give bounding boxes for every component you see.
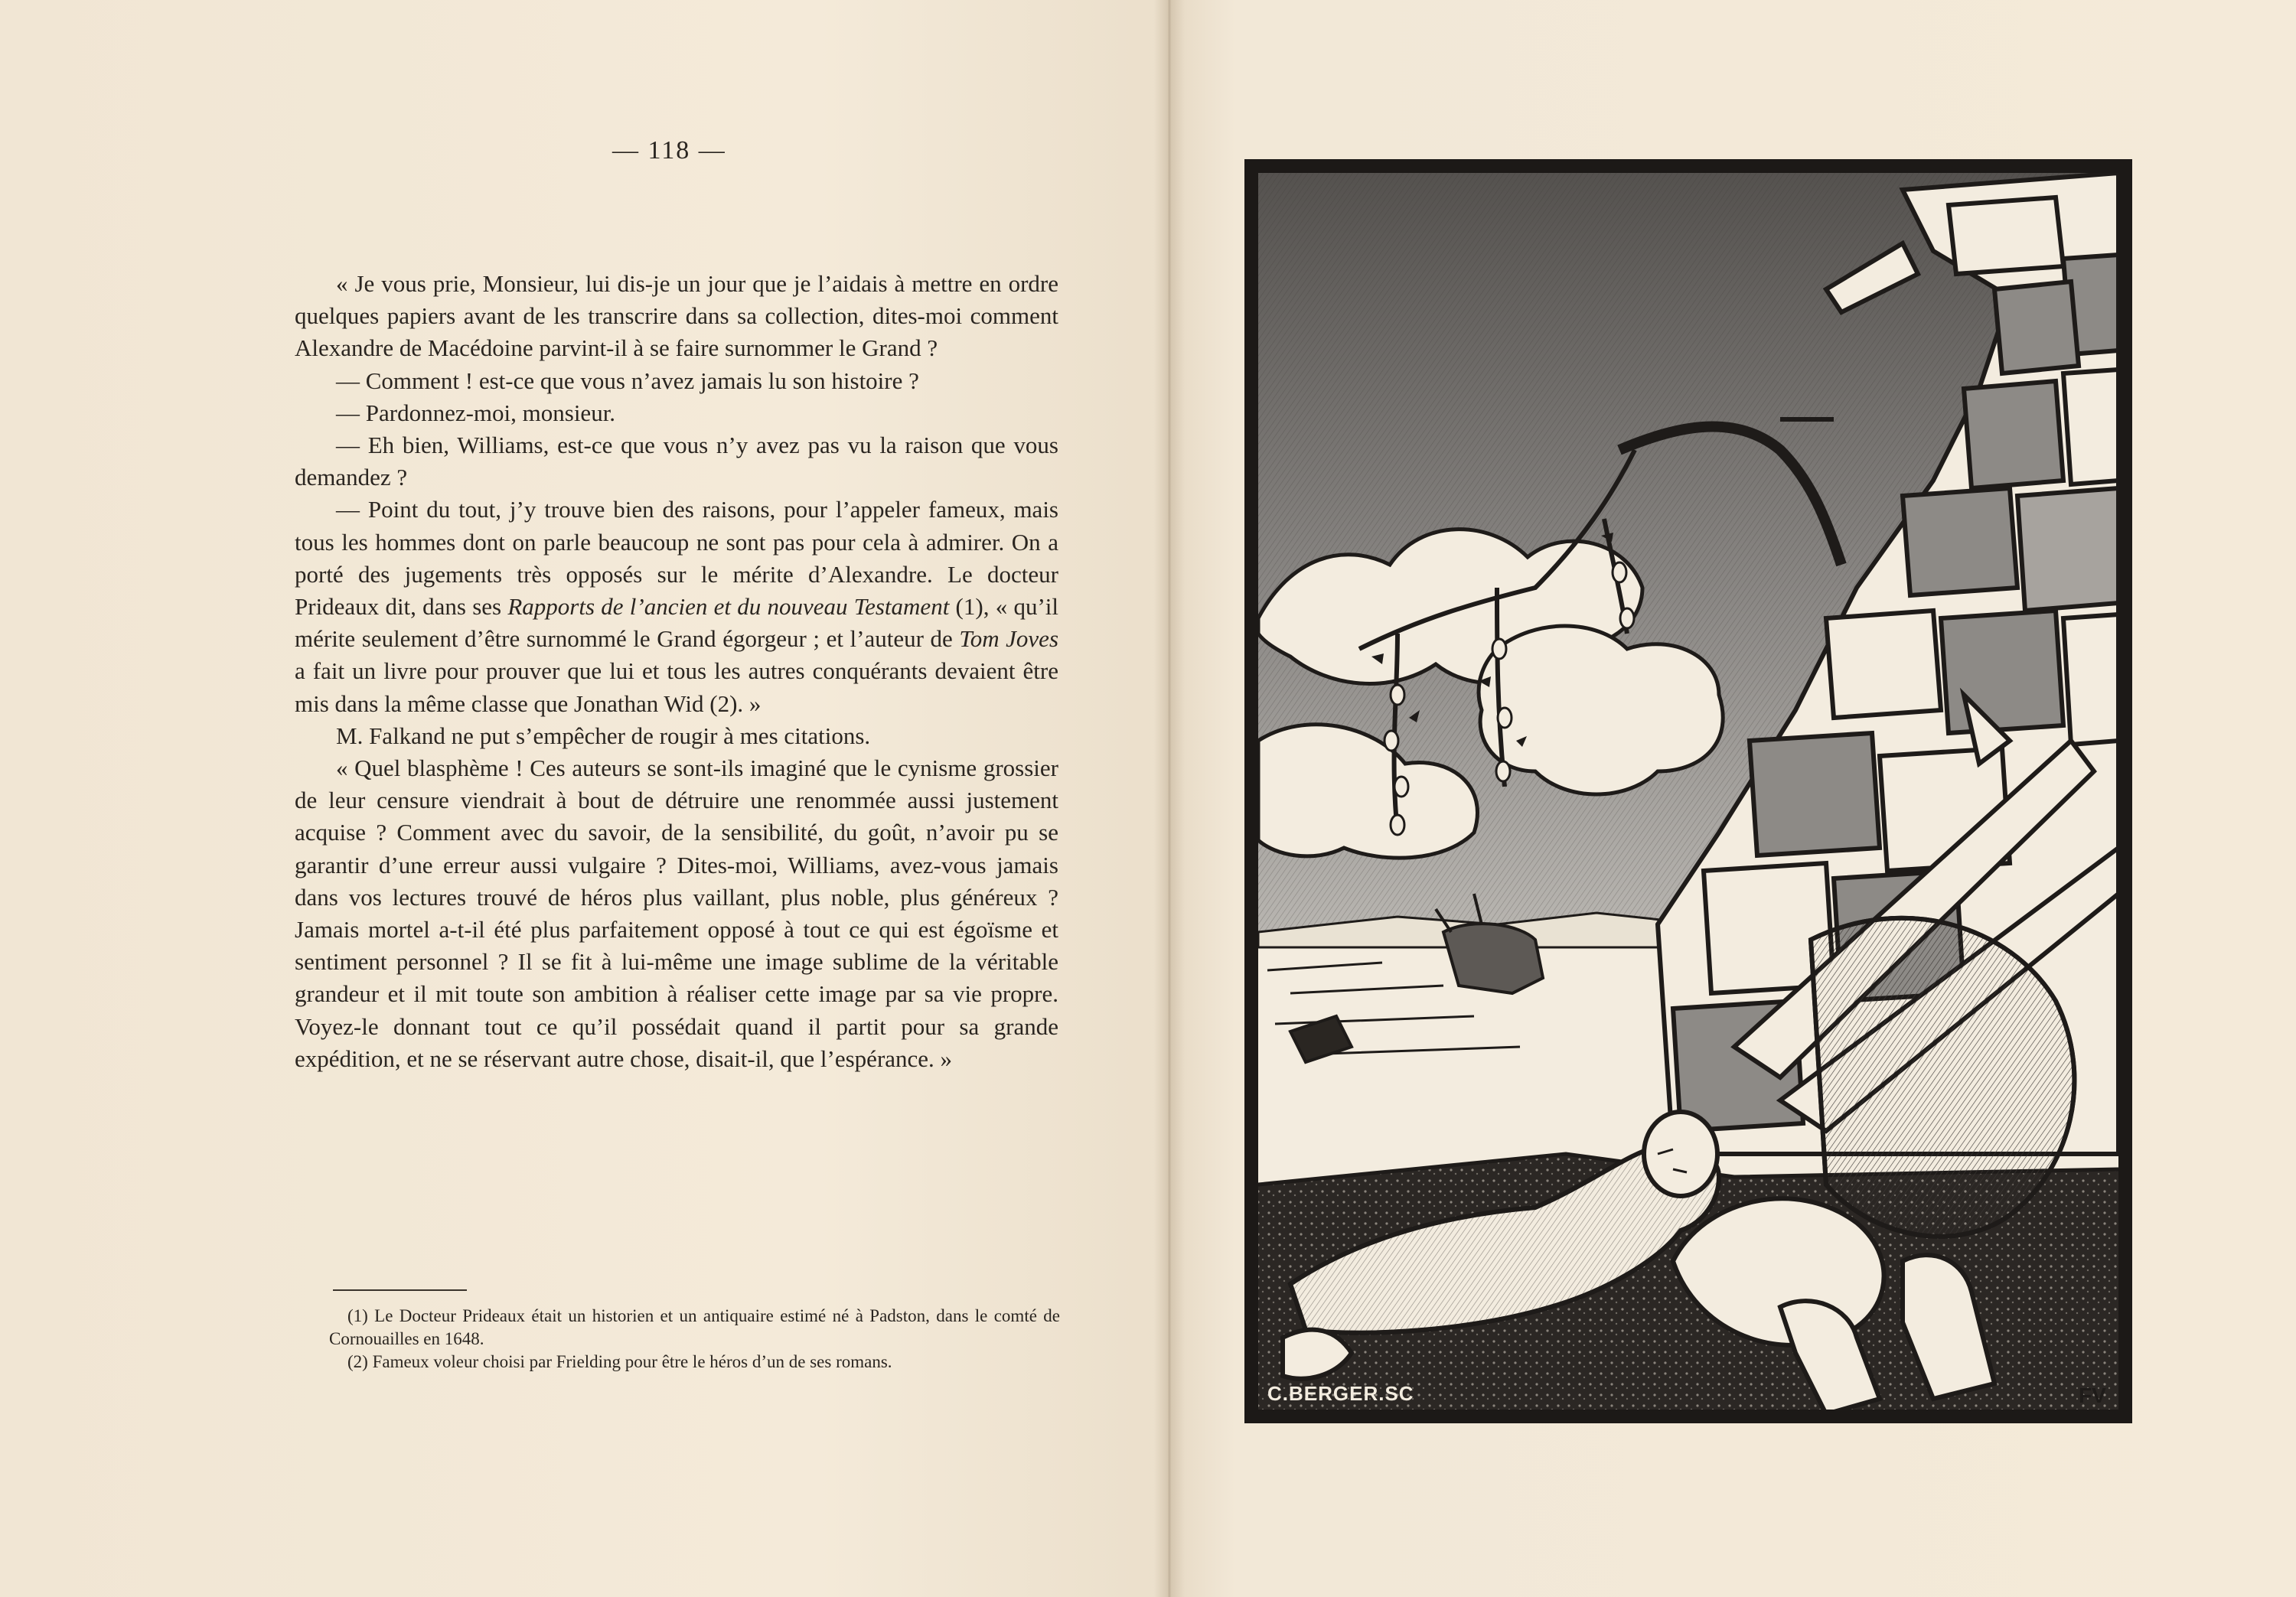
paragraph-4: — Eh bien, Williams, est-ce que vous n’y avez pas vu la raison que vous demandez ? <box>295 432 1058 491</box>
footnote-rule <box>333 1289 467 1291</box>
footnote-2: (2) Fameux voleur choisi par Frielding pour être le héros d’un de ses romans. <box>347 1352 892 1371</box>
paragraph-5-part-c: (1), « qu’il mérite seulement d’être surnommé le Grand égorgeur ; et l’auteur de <box>295 593 1058 653</box>
footnotes <box>329 1305 1060 1374</box>
paragraph-3: — Pardonnez-moi, monsieur. <box>336 399 616 426</box>
paragraph-5-part-e: a fait un livre pour prouver que lui et tous les autres conquérants devaient être mis dans la même classe que Jonathan Wid (2). » <box>295 657 1058 717</box>
paragraph-7: « Quel blasphème ! Ces auteurs se sont-ils imaginé que le cynisme grossier de leur censure viendrait à bout de détruire une renommée aussi justement acquise ? Comment avec du savoir, de la sensibilité, du goût, n’avoir pu se garantir d’une erreur aussi vulgaire ? Dites-moi, Williams, avez-vous jamais dans vos lectures trouvé de héros plus vaillant, plus noble, plus généreux ? Jamais mortel a-t-il été plus parfaitement opposé à tout ce qui est égoïsme et sentiment personnel ? Il se fit à lui-même une image sublime de la véritable grandeur et il mit toute son ambition à réaliser cette image par sa vie propre. Voyez-le donnant tout ce qu’il possédait quand il partit pour sa grande expédition, et ne se réservant autre chose, disait-il, que l’espérance. » <box>295 755 1058 1072</box>
engraver-signature: C.BERGER.SC <box>1267 1382 1414 1405</box>
footnote-1: (1) Le Docteur Prideaux était un historien et un antiquaire estimé né à Padston, dans le comté de Cornouailles en 1648. <box>329 1306 1060 1348</box>
paragraph-1: « Je vous prie, Monsieur, lui dis-je un jour que je l’aidais à mettre en ordre quelques papiers avant de les transcrire dans sa collection, dites-moi comment Alexandre de Macédoine parvint-il à se faire surnommer le Grand ? <box>295 270 1058 362</box>
page-number: — 118 — <box>612 136 726 165</box>
artist-monogram: FV <box>2079 1384 2106 1407</box>
body-text <box>295 268 1058 1075</box>
book-title-tom-joves: Tom Joves <box>959 625 1059 653</box>
book-gutter <box>1154 0 1185 1597</box>
paragraph-5-part-a: — Point du tout, j’y trouve bien des raisons, pour l’appeler fameux, mais tous les hommes dont on parle beaucoup ne sont pas pour cela à admirer. On a porté des jugements très opposés sur le mérite d’Alexandre. Le docteur Prideaux dit, dans ses <box>295 496 1058 621</box>
paragraph-6: M. Falkand ne put s’empêcher de rougir à mes citations. <box>336 722 871 749</box>
paragraph-5 <box>295 494 1058 719</box>
engraved-illustration <box>1244 159 2132 1423</box>
paragraph-2: — Comment ! est-ce que vous n’avez jamais lu son histoire ? <box>336 367 919 394</box>
illustration-svg <box>1244 159 2132 1423</box>
book-title-rapports: Rapports de l’ancien et du nouveau Testament <box>507 593 950 621</box>
